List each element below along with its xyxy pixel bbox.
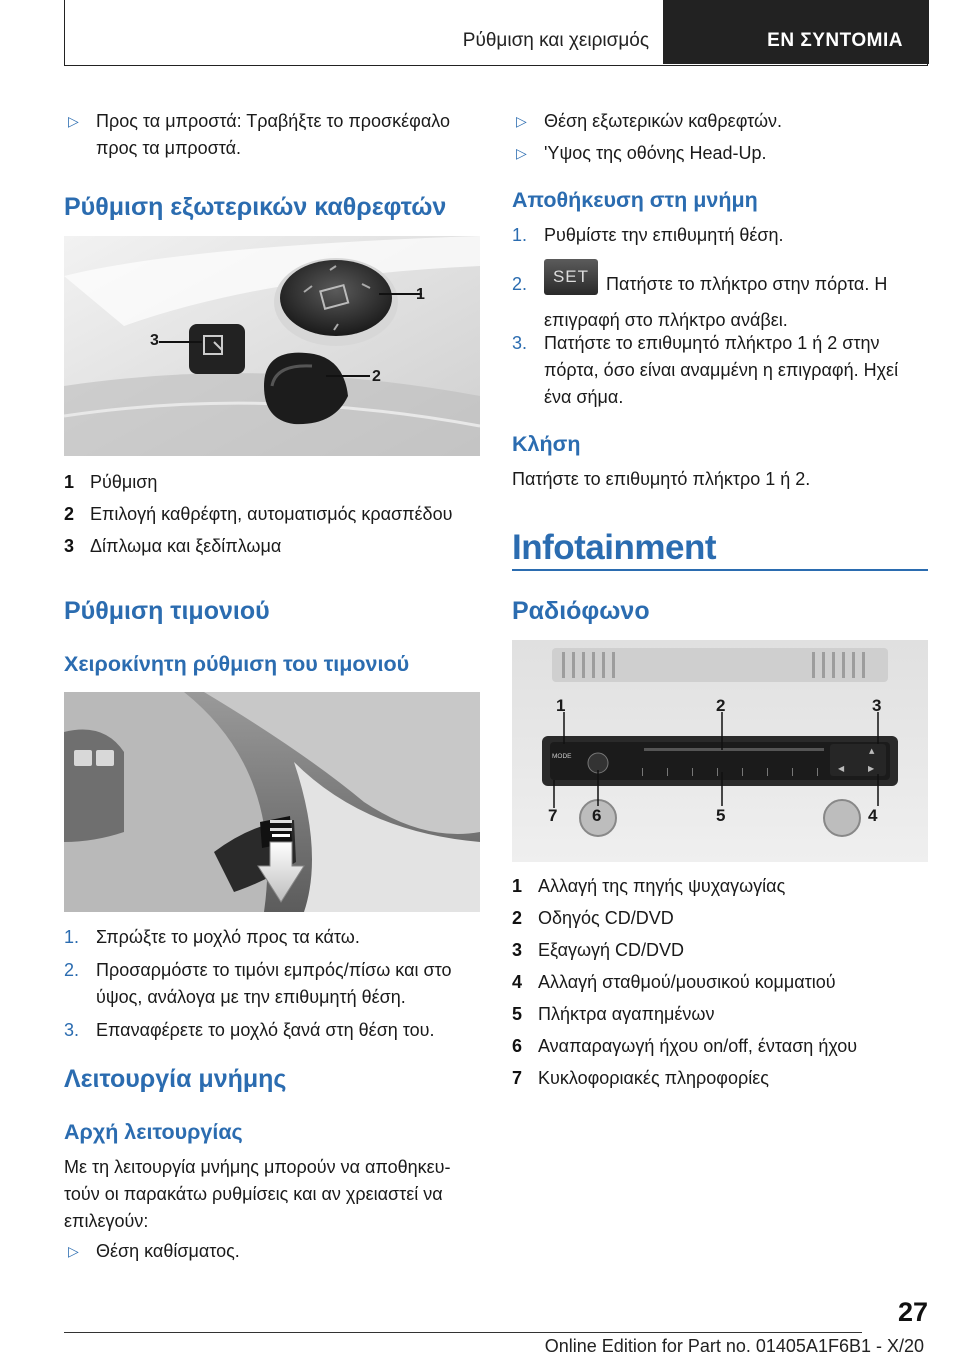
svg-text:▲: ▲: [869, 747, 875, 755]
steering-heading: Ρύθμιση τιμονιού: [64, 597, 270, 625]
section-label-box: [65, 0, 663, 64]
intro-bullet: ▷ Προς τα μπροστά: Τραβήξτε το προσκέφαλο προς τα μπροστά.: [64, 108, 480, 162]
legend-item: 1 Αλλαγή της πηγής ψυχαγωγίας: [512, 876, 786, 896]
callout-1: 1: [416, 286, 425, 303]
legend-item: 7 Κυκλοφοριακές πληροφορίες: [512, 1068, 769, 1088]
mirrors-heading: Ρύθμιση εξωτερικών καθρεφτών: [64, 193, 447, 221]
memory-bullets: ▷ Θέση εξωτερικών καθρεφτών. ▷ 'Υψος της οθόνης Head-Up.: [512, 108, 928, 167]
store-heading: Αποθήκευση στη μνήμη: [512, 188, 758, 212]
set-button-icon: SET: [544, 259, 598, 295]
recall-heading: Κλήση: [512, 432, 581, 456]
chapter-tab: [663, 0, 929, 64]
infotainment-heading: Infotainment: [512, 528, 716, 567]
step-item: 3. Επαναφέρετε το μοχλό ξανά στη θέση του.: [64, 1020, 435, 1040]
triangle-bullet-icon: ▷: [516, 145, 527, 161]
memory-bullet: ▷ Θέση καθίσματος.: [64, 1238, 480, 1265]
store-steps: [512, 222, 928, 411]
radio-heading: Ραδιόφωνο: [512, 597, 650, 625]
triangle-bullet-icon: ▷: [68, 113, 79, 129]
legend-item: 5 Πλήκτρα αγαπημένων: [512, 1004, 715, 1024]
recall-text: Πατήστε το επιθυμητό πλήκτρο 1 ή 2.: [512, 469, 811, 489]
callout-2: 2: [716, 696, 726, 715]
radio-legend: [512, 870, 932, 1094]
mode-label: MODE: [552, 753, 572, 760]
triangle-bullet-icon: ▷: [68, 1243, 79, 1259]
page-number: 27: [897, 1297, 928, 1327]
footer-edition: Online Edition for Part no. 01405A1F6B1 - X/20: [544, 1336, 924, 1356]
step-item: 1. Ρυθμίστε την επιθυμητή θέση.: [512, 225, 784, 245]
svg-text:◀: ◀: [838, 764, 845, 773]
mirror-legend: [64, 466, 484, 562]
memory-subheading: Αρχή λειτουργίας: [64, 1120, 243, 1144]
callout-3: 3: [872, 696, 882, 715]
footer-rule: [64, 1332, 862, 1333]
callout-4: 4: [868, 806, 878, 825]
section-label: Ρύθμιση και χειρισμός: [462, 30, 649, 51]
callout-2: 2: [372, 368, 381, 385]
triangle-bullet-icon: ▷: [516, 113, 527, 129]
legend-item: 2 Οδηγός CD/DVD: [512, 908, 674, 928]
steering-column-photo: [64, 692, 480, 912]
callout-1: 1: [556, 696, 566, 715]
memory-heading: Λειτουργία μνήμης: [64, 1065, 287, 1093]
callout-6: 6: [592, 806, 602, 825]
step-item: 2. SET Πατήστε το πλήκτρο στην πόρτα. Η επιγραφή στο πλήκτρο ανάβει.: [512, 259, 928, 322]
steering-steps: [64, 924, 480, 1044]
callout-5: 5: [716, 806, 726, 825]
page-header: [64, 0, 928, 66]
legend-item: 1 Ρύθμιση: [64, 472, 158, 492]
legend-item: 3 Δίπλωμα και ξεδίπλωμα: [64, 536, 282, 556]
section-rule: [512, 569, 928, 571]
steering-subheading: Χειροκίνητη ρύθμιση του τιμονιού: [64, 652, 410, 676]
step-item: 1. Σπρώξτε το μοχλό προς τα κάτω.: [64, 927, 360, 947]
callout-3: 3: [150, 332, 159, 349]
svg-text:▶: ▶: [868, 764, 875, 773]
chapter-label: ΕΝ ΣΥΝΤΟΜΙΑ: [767, 30, 903, 51]
step-item: 2. Προσαρμόστε το τιμόνι εμπρός/πίσω και στο ύψος, ανάλογα με την επιθυμητή θέση.: [64, 960, 452, 1007]
legend-item: 2 Επιλογή καθρέφτη, αυτοματισμός κρασπέδου: [64, 504, 453, 524]
memory-text: Με τη λειτουργία μνήμης μπορούν να αποθηκευ-τούν οι παρακάτω ρυθμίσεις και αν χρειαστεί να επιλεγούν:: [64, 1157, 451, 1231]
radio-panel-photo: [512, 640, 928, 862]
legend-item: 6 Αναπαραγωγή ήχου on/off, ένταση ήχου: [512, 1036, 858, 1056]
legend-item: 3 Εξαγωγή CD/DVD: [512, 940, 685, 960]
legend-item: 4 Αλλαγή σταθμού/μουσικού κομματιού: [512, 972, 836, 992]
mirror-controls-photo: [64, 236, 480, 456]
callout-7: 7: [548, 806, 558, 825]
step-item: 3. Πατήστε το επιθυμητό πλήκτρο 1 ή 2 στην πόρτα, όσο είναι αναμμένη η επιγραφή. Ηχεί ένα σήμα.: [512, 333, 899, 407]
